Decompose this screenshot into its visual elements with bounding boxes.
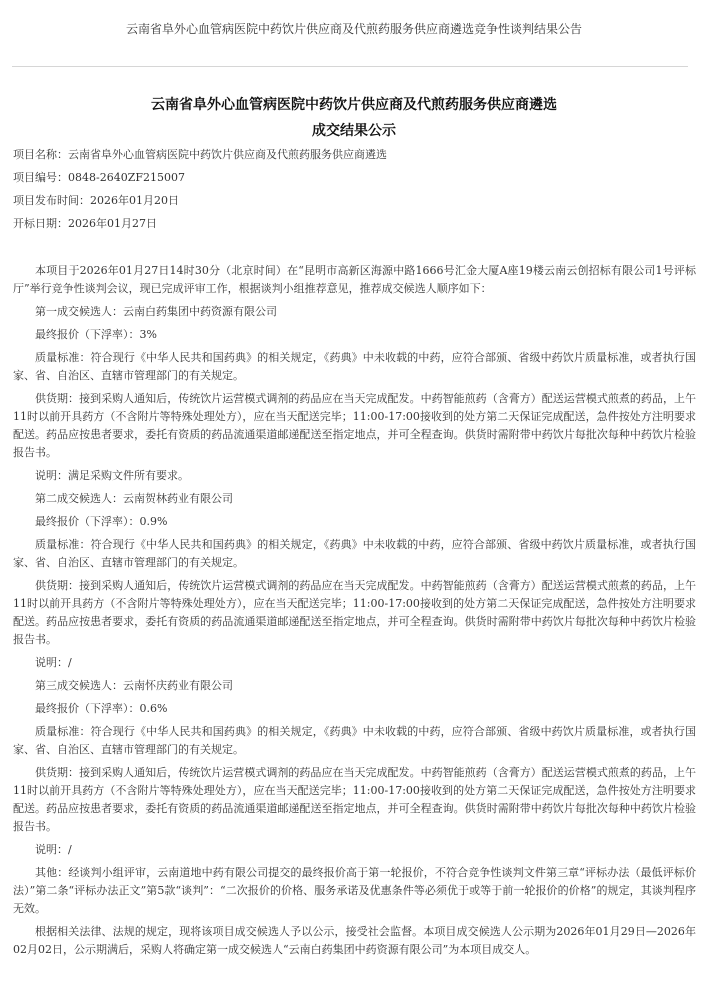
candidate-2-quality: 质量标准：符合现行《中华人民共和国药典》的相关规定，《药典》中未收载的中药，应符合部颁、省级中药饮片质量标准，或者执行国家、省、自治区、直辖市管理部门的有关规定。 — [13, 538, 696, 569]
title-divider — [12, 66, 688, 67]
announcement-heading-line2: 成交结果公示 — [312, 123, 396, 139]
closing-paragraph: 根据相关法律、法规的规定，现将该项目成交候选人予以公示，接受社会监督。本项目成交候选人公示期为2026年01月29日—2026年02月02日，公示期满后，采购人将确定第一成交候选人“云南白药集团中药资源有限公司”为本项目成交人。 — [13, 925, 696, 956]
meta-project-name: 项目名称：云南省阜外心血管病医院中药饮片供应商及代煎药服务供应商遴选 — [13, 148, 387, 161]
candidate-2-delivery: 供货期：接到采购人通知后，传统饮片运营模式调剂的药品应在当天完成配发。中药智能煎药（含膏方）配送运营模式煎煮的药品，上午11时以前开具药方（不含附片等特殊处理处方），应在当天配送完毕；11:00-17:00接收到的处方第二天保证完成配送，急件按处方注明要求配送。药品应按患者要求，委托有资质的药品流通渠道邮递配送至指定地点，并可全程查询。供货时需附带中药饮片每批次每种中药饮片检验报告书。 — [13, 579, 696, 646]
candidate-1-price: 最终报价（下浮率）：3% — [35, 328, 157, 341]
candidate-1-quality: 质量标准：符合现行《中华人民共和国药典》的相关规定，《药典》中未收载的中药，应符合部颁、省级中药饮片质量标准，或者执行国家、省、自治区、直辖市管理部门的有关规定。 — [13, 351, 696, 382]
candidate-2-note: 说明：/ — [35, 656, 72, 669]
intro-paragraph: 本项目于2026年01月27日14时30分（北京时间）在“昆明市高新区海源中路1666号汇金大厦A座19楼云南云创招标有限公司1号评标厅”举行竞争性谈判会议，现已完成评审工作，根据谈判小组推荐意见，推荐成交候选人顺序如下： — [13, 264, 696, 295]
candidate-3-quality: 质量标准：符合现行《中华人民共和国药典》的相关规定，《药典》中未收载的中药，应符合部颁、省级中药饮片质量标准，或者执行国家、省、自治区、直辖市管理部门的有关规定。 — [13, 725, 696, 756]
page-title: 云南省阜外心血管病医院中药饮片供应商及代煎药服务供应商遴选竞争性谈判结果公告 — [125, 22, 582, 36]
candidate-1-delivery: 供货期：接到采购人通知后，传统饮片运营模式调剂的药品应在当天完成配发。中药智能煎药（含膏方）配送运营模式煎煮的药品，上午11时以前开具药方（不含附片等特殊处理处方），应在当天配送完毕；11:00-17:00接收到的处方第二天保证完成配送，急件按处方注明要求配送。药品应按患者要求，委托有资质的药品流通渠道邮递配送至指定地点，并可全程查询。供货时需附带中药饮片每批次每种中药饮片检验报告书。 — [13, 392, 696, 459]
meta-project-number: 项目编号：0848-2640ZF215007 — [13, 171, 185, 184]
announcement-heading-line1: 云南省阜外心血管病医院中药饮片供应商及代煎药服务供应商遴选 — [151, 97, 557, 113]
candidate-3-price: 最终报价（下浮率）：0.6% — [35, 702, 168, 715]
candidate-3-delivery: 供货期：接到采购人通知后，传统饮片运营模式调剂的药品应在当天完成配发。中药智能煎药（含膏方）配送运营模式煎煮的药品，上午11时以前开具药方（不含附片等特殊处理处方），应在当天配送完毕；11:00-17:00接收到的处方第二天保证完成配送，急件按处方注明要求配送。药品应按患者要求，委托有资质的药品流通渠道邮递配送至指定地点，并可全程查询。供货时需附带中药饮片每批次每种中药饮片检验报告书。 — [13, 766, 696, 833]
candidate-1-note: 说明：满足采购文件所有要求。 — [35, 469, 189, 482]
other-paragraph: 其他：经谈判小组评审，云南道地中药有限公司提交的最终报价高于第一轮报价，不符合竞争性谈判文件第三章“评标办法（最低评标价法）”第二条“评标办法正文”第5款“谈判”：“二次报价的价格、服务承诺及优惠条件等必须优于或等于前一轮报价的价格”的规定，其谈判程序无效。 — [13, 866, 696, 915]
meta-publish-date: 项目发布时间：2026年01月20日 — [13, 194, 179, 207]
announcement-body — [13, 262, 696, 964]
meta-bid-opening-date: 开标日期：2026年01月27日 — [13, 217, 157, 230]
candidate-1-label: 第一成交候选人：云南白药集团中药资源有限公司 — [35, 305, 277, 318]
candidate-2-label: 第二成交候选人：云南贺林药业有限公司 — [35, 492, 233, 505]
candidate-3-label: 第三成交候选人：云南怀庆药业有限公司 — [35, 679, 233, 692]
candidate-3-note: 说明：/ — [35, 843, 72, 856]
candidate-2-price: 最终报价（下浮率）：0.9% — [35, 515, 168, 528]
